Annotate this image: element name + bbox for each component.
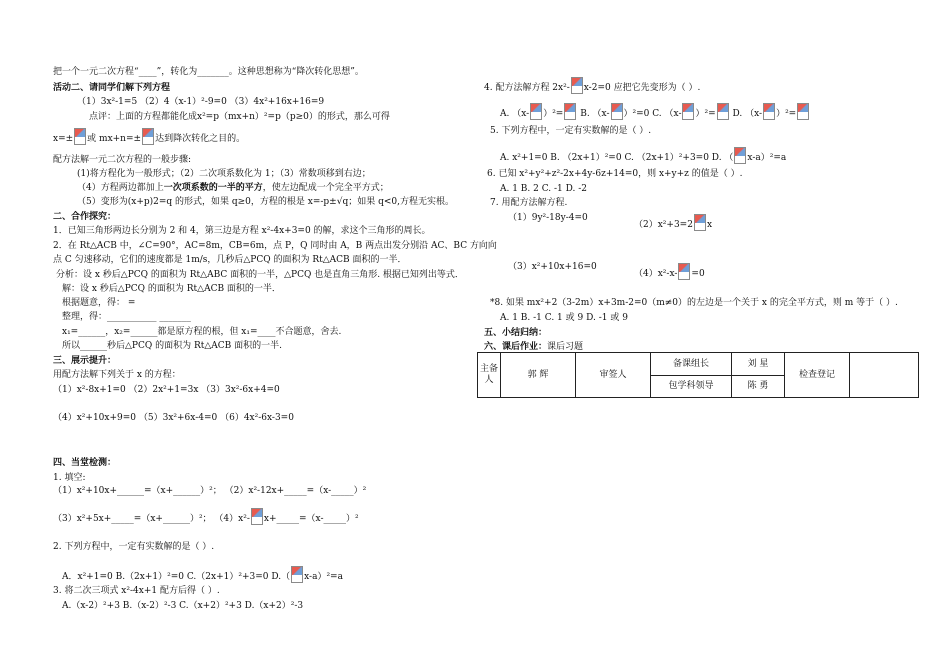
fill-blank-title: 1. 填空: <box>53 473 86 483</box>
sign-cell-group-leader: 刘 星 <box>732 353 785 376</box>
analysis-line: 分析：设 x 秒后△PCQ 的面积为 Rt△ABC 面积的一半，△PCQ 也是直角三角形. 根据已知列出等式． <box>56 270 464 280</box>
roots-line: x₁=______，x₂=______都是原方程的根，但 x₁=____不合题意，舍去. <box>62 327 342 337</box>
q7-part-4 <box>634 263 705 280</box>
broken-image-icon <box>291 566 303 583</box>
q4-opt-c2: ）²= <box>695 109 716 119</box>
broken-image-icon <box>694 214 706 231</box>
q6-stem: 6. 已知 x²+y²+z²-2x+4y-6z+14=0，则 x+y+z 的值是（ ）. <box>487 169 743 179</box>
practice-row-1: （1）x²-8x+1=0 （2）2x²+1=3x （3）3x²-6x+4=0 <box>53 385 280 395</box>
broken-image-icon <box>678 263 690 280</box>
broken-image-icon <box>571 77 583 94</box>
q8-options: A. 1 B. -1 C. 1 或 9 D. -1 或 9 <box>500 313 628 323</box>
q5-opt-a: A. x²+1=0 B. （2x+1）²=0 C. （2x+1）²+3=0 D. （ <box>500 153 734 163</box>
section-three-heading: 三、展示提升： <box>53 356 117 366</box>
root-form-b: 或 mx+n=± <box>87 134 142 144</box>
intro-text: 把一个一元二次方程“____”，转化为_______。这种思想称为“降次转化思想”。 <box>53 67 364 77</box>
root-form-line <box>53 128 245 145</box>
problem-1: 1．已知三角形两边长分别为 2 和 4，第三边是方程 x²-4x+3=0 的解，求这个三角形的周长。 <box>53 226 431 236</box>
q2-options-a: A．x²+1=0 B.（2x+1）²=0 C.（2x+1）²+3=0 D.（ <box>62 572 291 582</box>
fill-blank-row-2-a: （3）x²+5x+_____=（x+______）²； （4）x²- <box>53 514 250 524</box>
q5-options <box>500 147 786 164</box>
broken-image-icon <box>682 103 694 120</box>
q6-options: A. 1 B. 2 C. -1 D. -2 <box>500 184 588 194</box>
question-2: 2. 下列方程中，一定有实数解的是（ ）. <box>53 542 215 552</box>
arrange-line: 整理，得：___________ _______ <box>62 312 191 322</box>
broken-image-icon <box>251 508 263 525</box>
q7-part-2-b: x <box>706 220 713 230</box>
q7-part-3: （3）x²+10x+16=0 <box>508 262 597 272</box>
sign-cell-preparer-label: 主备人 <box>478 353 501 398</box>
problem-2-line1: 2．在 Rt△ACB 中，∠C=90°，AC=8m，CB=6m，点 P，Q 同时由 A，B 两点出发分别沿 AC、BC 方向向 <box>53 241 497 251</box>
broken-image-icon <box>763 103 775 120</box>
step-line-2 <box>77 184 389 193</box>
q4-options <box>500 103 810 120</box>
conclusion-line: 所以______秒后△PCQ 的面积为 Rt△ACB 面积的一半. <box>62 341 282 351</box>
sign-cell-subject-lead-label: 包学科领导 <box>651 376 732 398</box>
q7-part-2 <box>634 214 712 231</box>
solution-line: 解：设 x 秒后△PCQ 的面积为 Rt△ACB 面积的一半． <box>62 284 281 294</box>
q7-part-4-a: （4）x²-x- <box>634 269 678 279</box>
q5-stem: 5. 下列方程中，一定有实数解的是（ ）. <box>490 126 652 136</box>
step-4-a: （4）方程两边都加上 <box>77 183 164 193</box>
q4-opt-a: A. （x- <box>500 109 530 119</box>
step-line-1: (1)将方程化为一般形式；（2）二次项系数化为 1；（3）常数项移到右边； <box>77 169 371 179</box>
q8-stem: *8. 如果 mx²+2（3-2m）x+3m-2=0（m≠0）的左边是一个关于 x 的完全平方式，则 m 等于（ ）. <box>490 298 898 308</box>
problem-2-line2: 点 C 匀速移动，它们的速度都是 1m/s，几秒后△PCQ 的面积为 Rt△ACB 面积的一半． <box>53 255 407 265</box>
activity-two-heading: 活动二、请同学们解下列方程 <box>53 83 171 93</box>
broken-image-icon <box>734 147 746 164</box>
section-five-heading: 五、小结归纳： <box>484 328 548 338</box>
broken-image-icon <box>530 103 542 120</box>
q4-opt-a2: ）²= <box>543 109 564 119</box>
comment-line: 点评：上面的方程都能化成x²=p（mx+n）²=p（p≥0）的形式，那么可得 <box>89 112 390 122</box>
broken-image-icon <box>142 128 154 145</box>
root-form-c: 达到降次转化之目的。 <box>155 134 246 144</box>
fill-blank-row-2 <box>53 508 359 525</box>
according-line: 根据题意，得： = <box>62 298 136 308</box>
homework-text: 课后习题 <box>547 342 584 352</box>
practice-row-2: （4）x²+10x+9=0 （5）3x²+6x-4=0 （6）4x²-6x-3=0 <box>53 413 294 423</box>
broken-image-icon <box>74 128 86 145</box>
section-two-heading: 二、合作探究： <box>53 212 117 222</box>
section-six-line <box>484 343 583 352</box>
question-3: 3. 将二次三项式 x²-4x+1 配方后得（ ）. <box>53 586 220 596</box>
sign-cell-group-leader-label: 备课组长 <box>651 353 732 376</box>
sign-cell-check-label: 检查登记 <box>785 353 850 398</box>
q2-options-b: x-a）²=a <box>304 572 343 582</box>
root-form-a: x=± <box>53 134 74 144</box>
q7-part-2-a: （2）x²+3=2 <box>634 220 693 230</box>
broken-image-icon <box>797 103 809 120</box>
steps-title: 配方法解一元二次方程的一般步骤: <box>53 155 192 165</box>
sign-cell-reviewer-label: 审签人 <box>576 353 651 398</box>
practice-intro: 用配方法解下列关于 x 的方程： <box>53 370 181 380</box>
q5-opt-b: x-a）²=a <box>747 153 787 163</box>
q7-part-4-b: =0 <box>691 269 705 279</box>
q4-opt-d: D. （x- <box>729 109 763 119</box>
section-four-heading: 四、当堂检测： <box>53 458 117 468</box>
broken-image-icon <box>611 103 623 120</box>
fill-blank-row-2-b: x+_____=（x-_____）² <box>263 514 359 524</box>
step-4-c: ，使左边配成一个完全平方式； <box>262 183 389 193</box>
q4-opt-c: ）²=0 C. （x- <box>623 109 682 119</box>
q4-stem <box>484 77 700 94</box>
broken-image-icon <box>564 103 576 120</box>
q4-stem-b: x-2=0 应把它先变形为（ ）. <box>583 83 701 93</box>
sign-cell-subject-lead: 陈 勇 <box>732 376 785 398</box>
sign-cell-check-value <box>850 353 919 398</box>
step-4-bold: 一次项系数的一半的平方 <box>163 183 263 193</box>
fill-blank-row-1: （1）x²+10x+______=（x+______）²； （2）x²-12x+_____=（x-_____）² <box>53 486 367 496</box>
broken-image-icon <box>717 103 729 120</box>
q4-opt-d2: ）²= <box>776 109 797 119</box>
sign-cell-preparer: 郭 辉 <box>501 353 576 398</box>
question-3-options: A.（x-2）²+3 B.（x-2）²-3 C.（x+2）²+3 D.（x+2）²-3 <box>62 601 304 611</box>
q7-stem: 7. 用配方法解方程. <box>490 198 568 208</box>
section-six-heading: 六、课后作业： <box>484 342 548 352</box>
q7-part-1: （1）9y²-18y-4=0 <box>508 213 588 223</box>
q4-opt-b: B. （x- <box>577 109 610 119</box>
equations-line: （1）3x²-1=5 （2）4（x-1）²-9=0 （3）4x²+16x+16=9 <box>77 97 325 107</box>
sign-off-table <box>477 352 919 398</box>
step-line-3: （5）变形为(x+p)2=q 的形式，如果 q≥0，方程的根是 x=-p±√q；如果 q<0,方程无实根。 <box>77 197 454 207</box>
q4-stem-a: 4. 配方法解方程 2x²- <box>484 83 570 93</box>
question-2-options <box>62 566 343 583</box>
